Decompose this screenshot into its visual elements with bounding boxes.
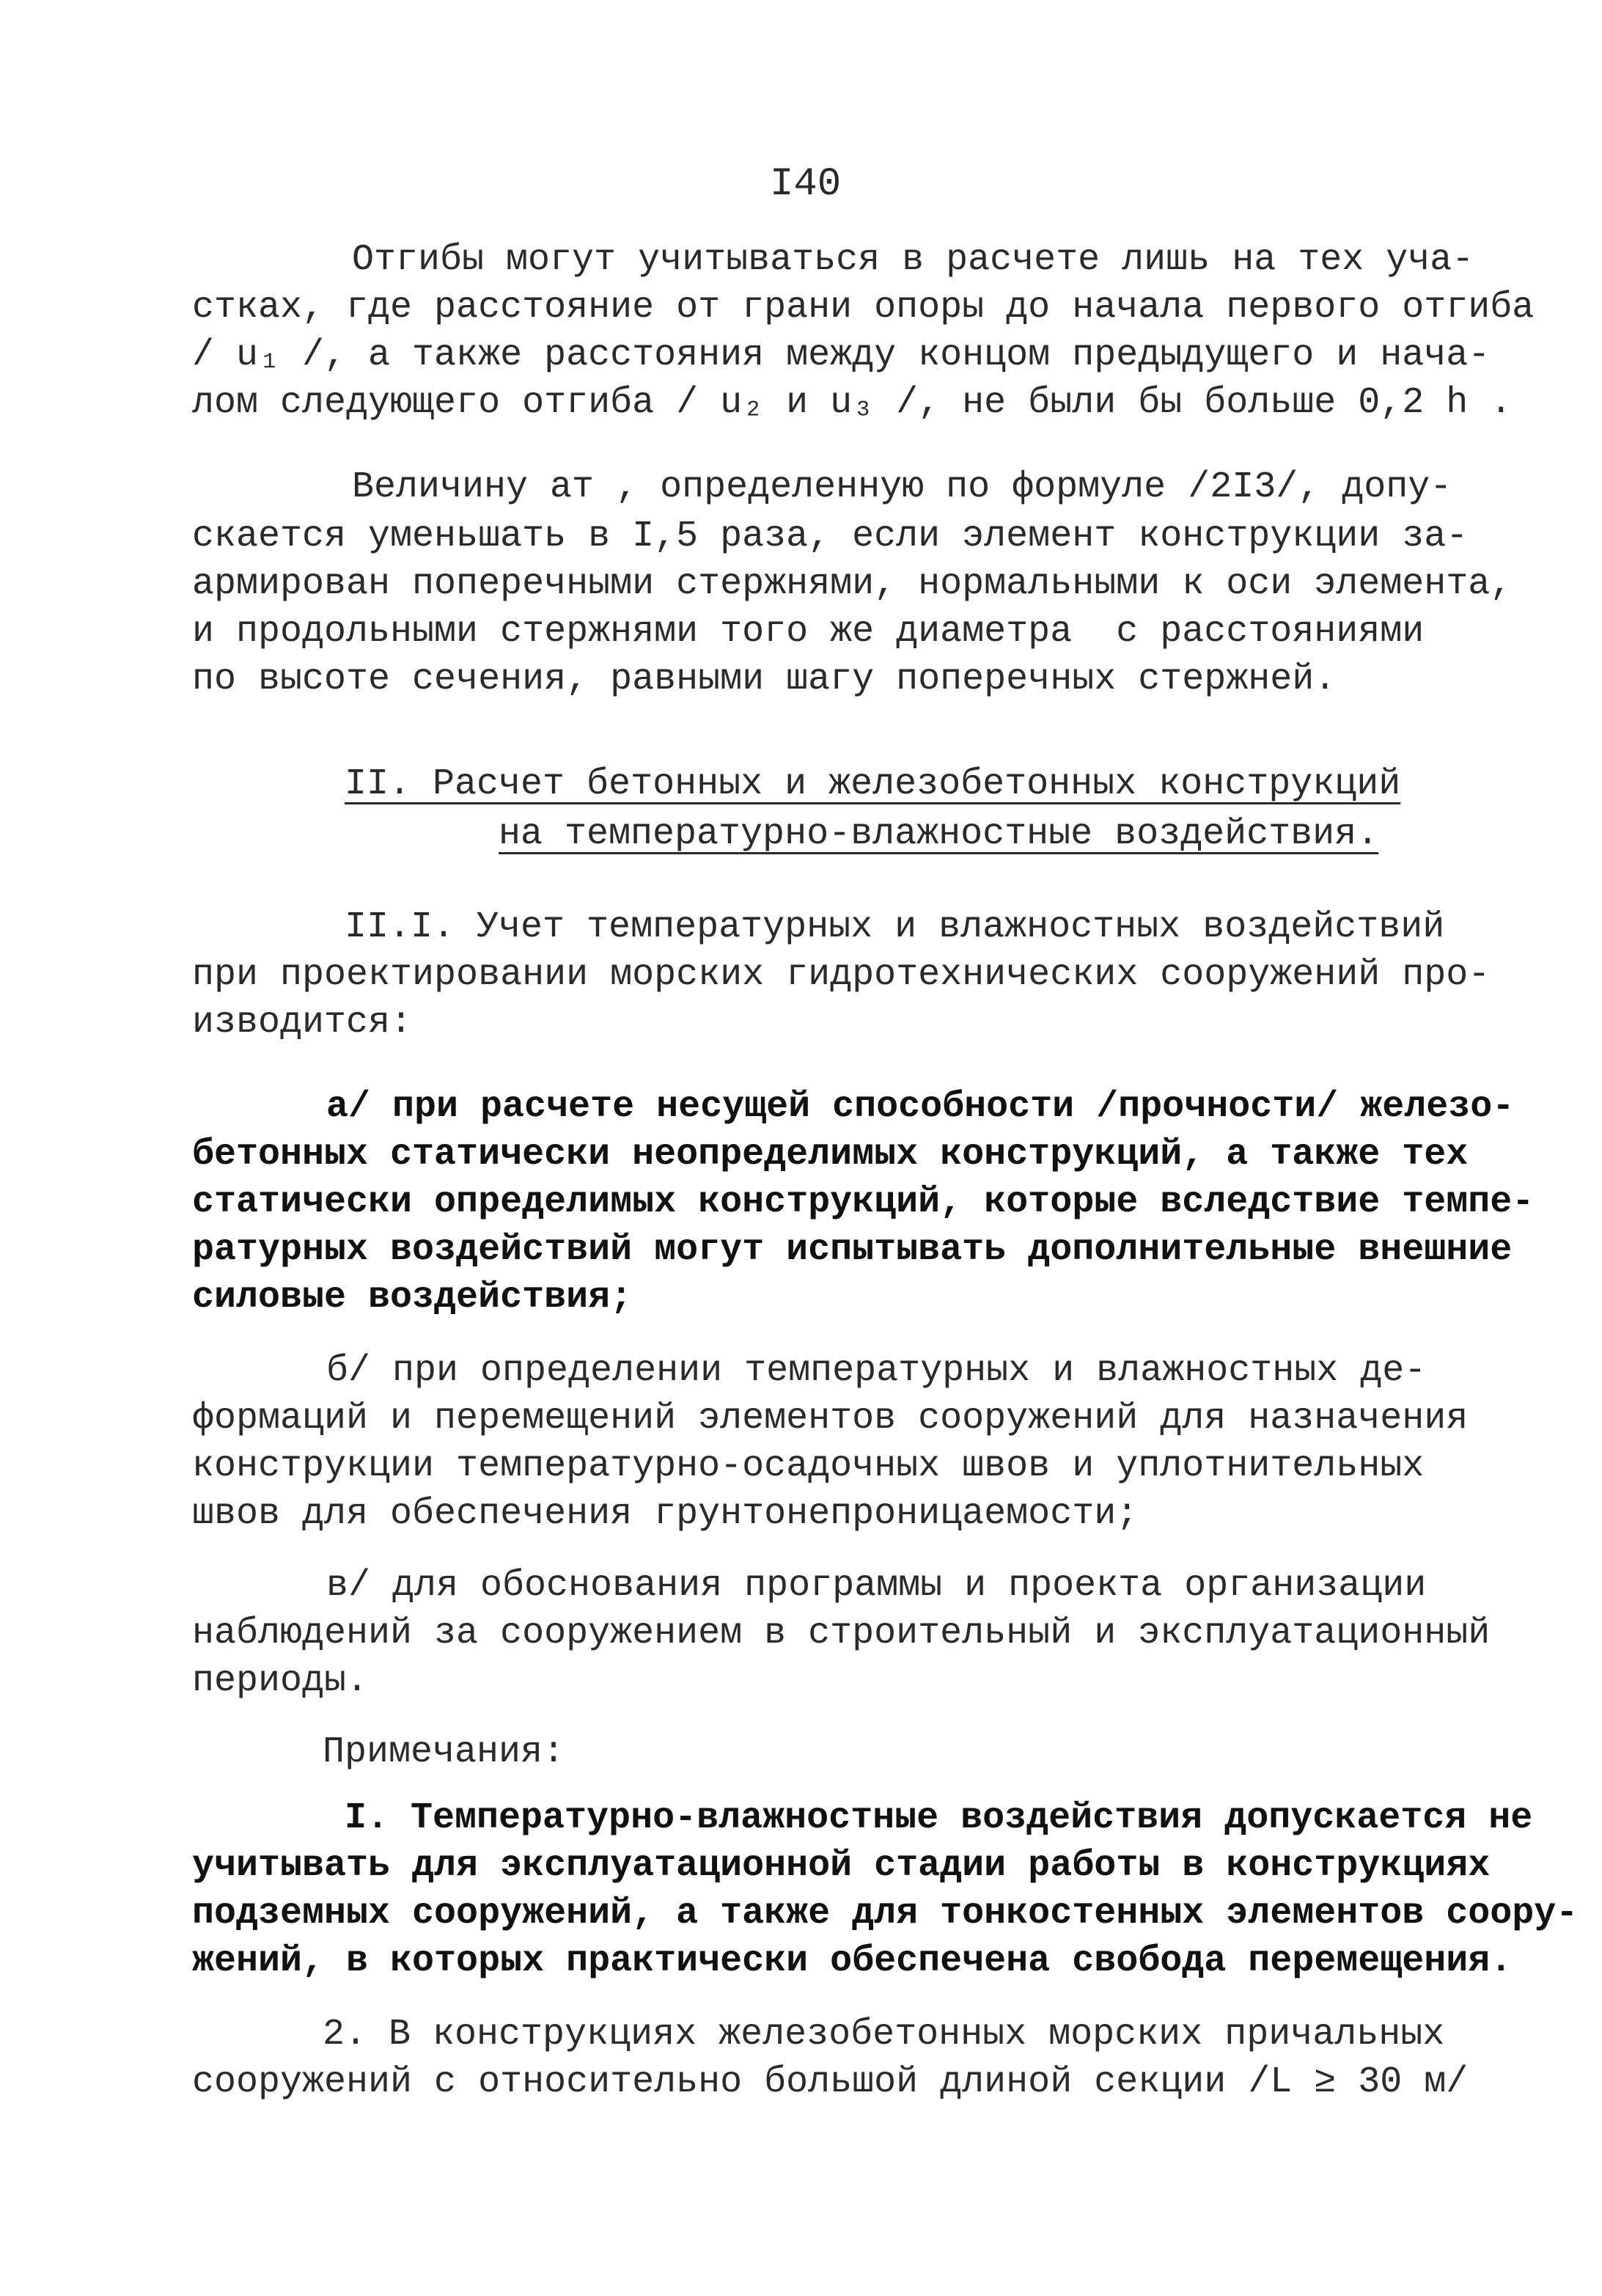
note-1-line-1: I. Температурно-влажностные воздействия допускается не: [345, 1797, 1533, 1839]
para-11-1-line-1: II.I. Учет температурных и влажностных воздействий: [345, 906, 1445, 948]
item-v-line-1: в/ для обоснования программы и проекта организации: [326, 1565, 1427, 1607]
item-b-line-1: б/ при определении температурных и влажностных де-: [326, 1350, 1427, 1392]
para-11-1-line-2: при проектировании морских гидротехнических сооружений про-: [192, 954, 1491, 996]
para1-line-2: стках, где расстояние от грани опоры до начала первого отгиба: [192, 287, 1535, 329]
note-1-line-2: учитывать для эксплуатационной стадии работы в конструкциях: [192, 1845, 1491, 1887]
para1-line-3: / u₁ /, а также расстояния между концом предыдущего и нача-: [192, 334, 1491, 376]
note-1-line-3: подземных сооружений, а также для тонкостенных элементов соору-: [192, 1893, 1579, 1934]
item-a-line-3: статически определимых конструкций, которые вследствие темпе-: [192, 1181, 1535, 1223]
note-2-line-2: сооружений с относительно большой длиной секции /L ≥ 30 м/: [192, 2061, 1469, 2103]
item-b-line-3: конструкции температурно-осадочных швов и уплотнительных: [192, 1445, 1425, 1487]
item-b-line-4: швов для обеспечения грунтонепроницаемости;: [192, 1493, 1139, 1535]
para2-line-5: по высоте сечения, равными шагу поперечных стержней.: [192, 659, 1337, 700]
para2-line-4: и продольными стержнями того же диаметра с расстояниями: [192, 611, 1425, 653]
section-heading-line-1: II. Расчет бетонных и железобетонных конструкций: [345, 763, 1401, 805]
para2-line-3: армирован поперечными стержнями, нормальными к оси элемента,: [192, 563, 1513, 605]
item-a-line-5: силовые воздействия;: [192, 1277, 633, 1318]
page-number: I40: [770, 162, 842, 207]
note-1-line-4: жений, в которых практически обеспечена свобода перемещения.: [192, 1940, 1513, 1982]
note-2-line-1: 2. В конструкциях железобетонных морских причальных: [323, 2014, 1445, 2055]
para1-line-4: лом следующего отгиба / u₂ и u₃ /, не были бы больше 0,2 h .: [192, 382, 1513, 424]
para1-line-1: Отгибы могут учитываться в расчете лишь на тех уча-: [352, 239, 1474, 281]
notes-label: Примечания:: [323, 1731, 565, 1773]
item-a-line-1: а/ при расчете несущей способности /прочности/ железо-: [326, 1086, 1515, 1128]
item-a-line-4: ратурных воздействий могут испытывать дополнительные внешние: [192, 1229, 1513, 1271]
item-v-line-3: периоды.: [192, 1660, 369, 1702]
para-11-1-line-3: изводится:: [192, 1002, 413, 1044]
item-a-line-2: бетонных статически неопределимых конструкций, а также тех: [192, 1134, 1469, 1175]
para2-line-2: скается уменьшать в I,5 раза, если элемент конструкции за-: [192, 516, 1469, 557]
para2-line-1: Величину aт , определенную по формуле /2I3/, допу-: [352, 466, 1452, 508]
section-heading-line-2: на температурно-влажностные воздействия.: [499, 813, 1379, 855]
item-v-line-2: наблюдений за сооружением в строительный и эксплуатационный: [192, 1613, 1491, 1654]
item-b-line-2: формаций и перемещений элементов сооружений для назначения: [192, 1398, 1469, 1439]
